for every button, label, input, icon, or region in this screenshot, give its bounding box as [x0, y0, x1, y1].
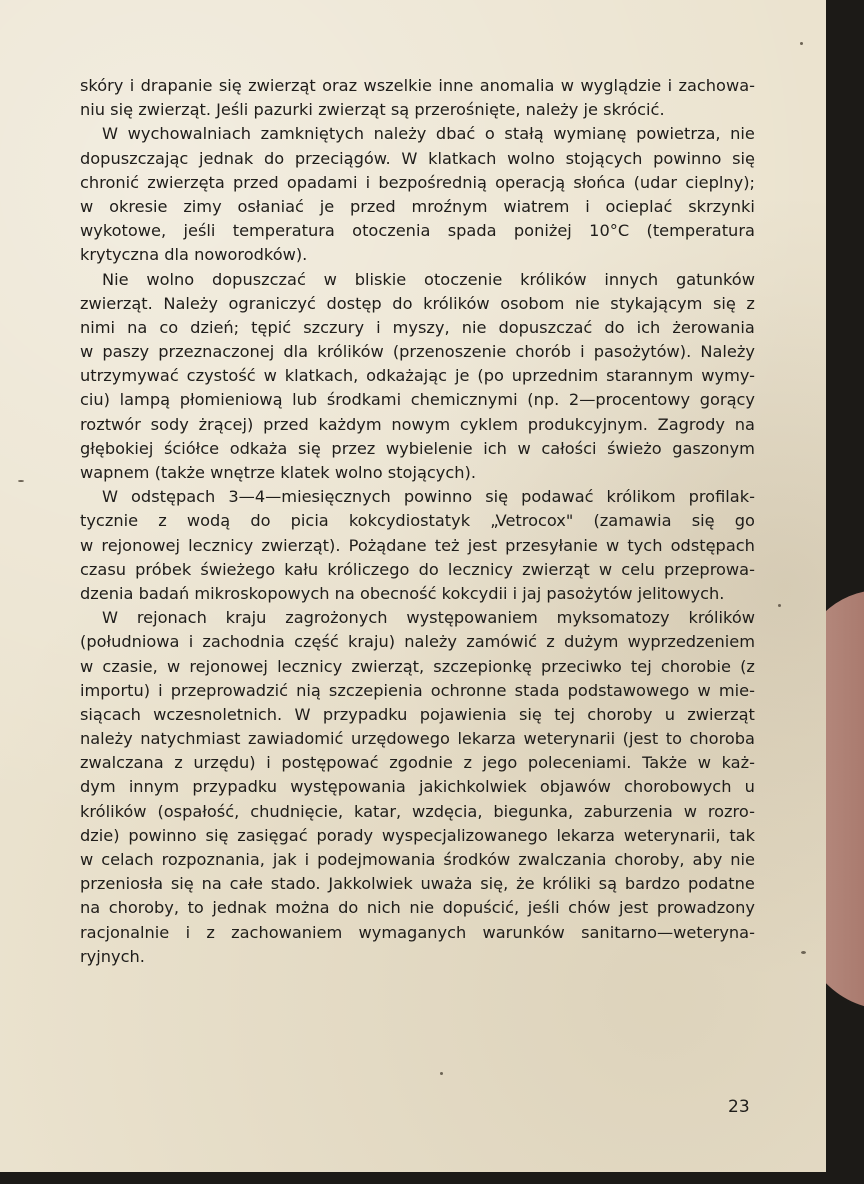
text-line: W odstępach 3—4—miesięcznych powinno się podawać królikom profilak- [102, 487, 755, 507]
text-line: W rejonach kraju zagrożonych występowaniem myksomatozy królików [102, 608, 755, 628]
text-line: roztwór sody żrącej) przed każdym nowym cyklem produkcyjnym. Zagrody na [80, 414, 755, 434]
text-line: chronić zwierzęta przed opadami i bezpośrednią operacją słońca (udar cieplny); [80, 172, 755, 192]
text-line: królików (ospałość, chudnięcie, katar, wzdęcia, biegunka, zaburzenia w rozro- [80, 801, 755, 821]
text-line: przeniosła się na całe stado. Jakkolwiek uważa się, że króliki są bardzo podatne [80, 874, 755, 894]
text-line: ryjnych. [80, 946, 145, 966]
text-line: w okresie zimy osłaniać je przed mroźnym wiatrem i ocieplać skrzynki [80, 196, 755, 216]
paper-speck [778, 604, 781, 607]
text-line: dzenia badań mikroskopowych na obecność kokcydii i jaj pasożytów jelitowych. [80, 583, 725, 603]
text-line: w celach rozpoznania, jak i podejmowania środków zwalczania choroby, aby nie [80, 850, 755, 869]
text-line: w paszy przeznaczonej dla królików (przenoszenie chorób i pasożytów). Należy [80, 342, 755, 362]
text-line: utrzymywać czystość w klatkach, odkażając je (po uprzednim starannym wymy- [80, 366, 755, 386]
text-line: (południowa i zachodnia część kraju) należy zamówić z dużym wyprzedzeniem [80, 632, 755, 652]
text-line: dopuszczając jednak do przeciągów. W klatkach wolno stojących powinno się [80, 148, 755, 168]
text-line: zwalczana z urzędu) i postępować zgodnie z jego poleceniami. Także w każ- [80, 753, 755, 773]
text-line: zwierząt. Należy ograniczyć dostęp do królików osobom nie stykającym się z [80, 293, 755, 313]
text-line: dym innym przypadku występowania jakichkolwiek objawów chorobowych u [80, 777, 755, 797]
paper-speck [801, 951, 806, 954]
text-line: importu) i przeprowadzić nią szczepienia ochronne stada podstawowego w mie- [80, 680, 755, 700]
text-line: należy natychmiast zawiadomić urzędowego lekarza weterynarii (jest to choroba [80, 729, 755, 749]
text-line: w rejonowej lecznicy zwierząt). Pożądane też jest przesyłanie w tych odstępach [80, 535, 755, 555]
text-line: W wychowalniach zamkniętych należy dbać o stałą wymianę powietrza, nie [102, 124, 755, 144]
text-line: w czasie, w rejonowej lecznicy zwierząt, szczepionkę przeciwko tej chorobie (z [80, 656, 755, 676]
text-line: nimi na co dzień; tępić szczury i myszy, nie dopuszczać do ich żerowania [80, 317, 755, 337]
text-line: na choroby, to jednak można do nich nie dopuścić, jeśli chów jest prowadzony [80, 898, 755, 918]
text-line: Nie wolno dopuszczać w bliskie otoczenie królików innych gatunków [102, 269, 755, 289]
text-line: tycznie z wodą do picia kokcydiostatyk „Vetrocox" (zamawia się go [80, 511, 755, 531]
text-line: krytyczna dla noworodków). [80, 245, 308, 265]
text-line: ciu) lampą płomieniową lub środkami chemicznymi (np. 2—procentowy gorący [80, 390, 755, 410]
text-line: racjonalnie i z zachowaniem wymaganych warunków sanitarno—weteryna- [80, 922, 755, 942]
text-line: dzie) powinno się zasięgać porady wyspecjalizowanego lekarza weterynarii, tak [80, 825, 755, 845]
text-line: wapnem (także wnętrze klatek wolno stojących). [80, 463, 476, 482]
text-line: czasu próbek świeżego kału króliczego do lecznicy zwierząt w celu przeprowa- [80, 559, 755, 579]
text-line: głębokiej ściółce odkaża się przez wybielenie ich w całości świeżo gaszonym [80, 438, 755, 458]
paper-speck [800, 42, 803, 45]
text-line: wykotowe, jeśli temperatura otoczenia spada poniżej 10°C (temperatura [80, 221, 755, 241]
paper-speck [18, 480, 24, 482]
text-line: siącach wczesnoletnich. W przypadku pojawienia się tej choroby u zwierząt [80, 704, 755, 724]
text-line: niu się zwierząt. Jeśli pazurki zwierząt są przerośnięte, należy je skrócić. [80, 100, 665, 120]
body-text [80, 74, 755, 969]
text-line: skóry i drapanie się zwierząt oraz wszelkie inne anomalia w wyglądzie i zachowa- [80, 76, 755, 95]
page-number: 23 [728, 1097, 750, 1117]
paper-speck [440, 1072, 443, 1075]
